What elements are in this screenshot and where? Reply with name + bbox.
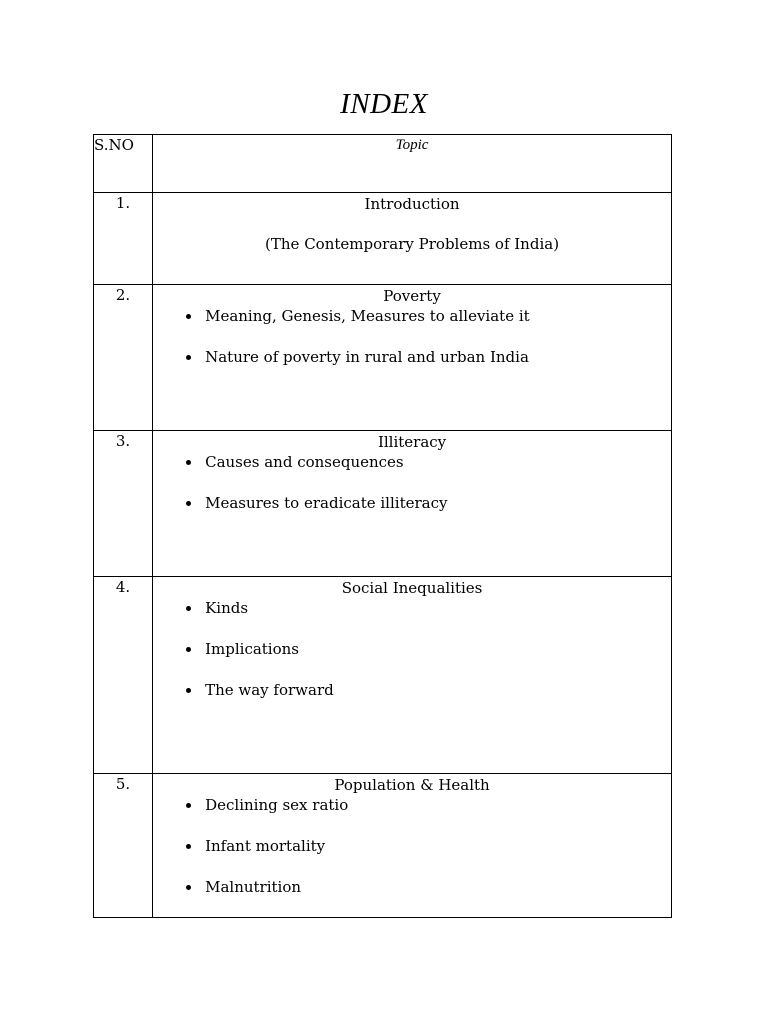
list-item	[153, 680, 671, 700]
list-item-text: Measures to eradicate illiteracy	[205, 494, 448, 512]
topic-subtitle: (The Contemporary Problems of India)	[265, 235, 560, 253]
table-header-row	[94, 135, 672, 193]
bullet-icon	[186, 314, 191, 319]
row-sno: 1.	[94, 193, 153, 285]
bullet-icon	[186, 606, 191, 611]
list-item-text: The way forward	[205, 681, 334, 699]
topic-title: Illiteracy	[377, 433, 447, 451]
list-item-text: Causes and consequences	[205, 453, 404, 471]
row-sno: 5.	[94, 774, 153, 918]
index-table	[93, 134, 672, 918]
list-item	[153, 306, 671, 326]
bullet-icon	[186, 355, 191, 360]
list-item	[153, 639, 671, 659]
bullet-icon	[186, 688, 191, 693]
row-topic	[153, 774, 672, 918]
header-topic: Topic	[153, 135, 672, 193]
table-row	[94, 193, 672, 285]
bullet-icon	[186, 501, 191, 506]
list-item	[153, 836, 671, 856]
bullet-icon	[186, 885, 191, 890]
row-sno: 4.	[94, 577, 153, 774]
topic-title: Social Inequalities	[341, 579, 483, 597]
table-row	[94, 285, 672, 431]
list-item-text: Implications	[205, 640, 299, 658]
bullet-icon	[186, 647, 191, 652]
bullet-list	[153, 452, 671, 513]
bullet-list	[153, 306, 671, 367]
list-item	[153, 347, 671, 367]
row-topic	[153, 577, 672, 774]
list-item-text: Nature of poverty in rural and urban India	[205, 348, 529, 366]
row-sno: 3.	[94, 431, 153, 577]
bullet-icon	[186, 460, 191, 465]
bullet-icon	[186, 803, 191, 808]
bullet-icon	[186, 844, 191, 849]
row-topic	[153, 431, 672, 577]
page-title: INDEX	[340, 88, 428, 120]
list-item-text: Kinds	[205, 599, 249, 617]
list-item	[153, 877, 671, 897]
list-item	[153, 598, 671, 618]
table-row	[94, 577, 672, 774]
bullet-list	[153, 795, 671, 897]
topic-title: Introduction	[364, 195, 460, 213]
list-item-text: Malnutrition	[205, 878, 302, 896]
row-topic	[153, 285, 672, 431]
bullet-list	[153, 598, 671, 700]
list-item-text: Declining sex ratio	[205, 796, 349, 814]
list-item	[153, 452, 671, 472]
list-item	[153, 493, 671, 513]
row-sno: 2.	[94, 285, 153, 431]
list-item-text: Meaning, Genesis, Measures to alleviate it	[205, 307, 530, 325]
topic-title: Poverty	[383, 287, 441, 305]
header-sno: S.NO	[94, 135, 153, 193]
list-item	[153, 795, 671, 815]
list-item-text: Infant mortality	[205, 837, 326, 855]
table-row	[94, 431, 672, 577]
topic-title: Population & Health	[334, 776, 490, 794]
table-row	[94, 774, 672, 918]
row-topic	[153, 193, 672, 285]
